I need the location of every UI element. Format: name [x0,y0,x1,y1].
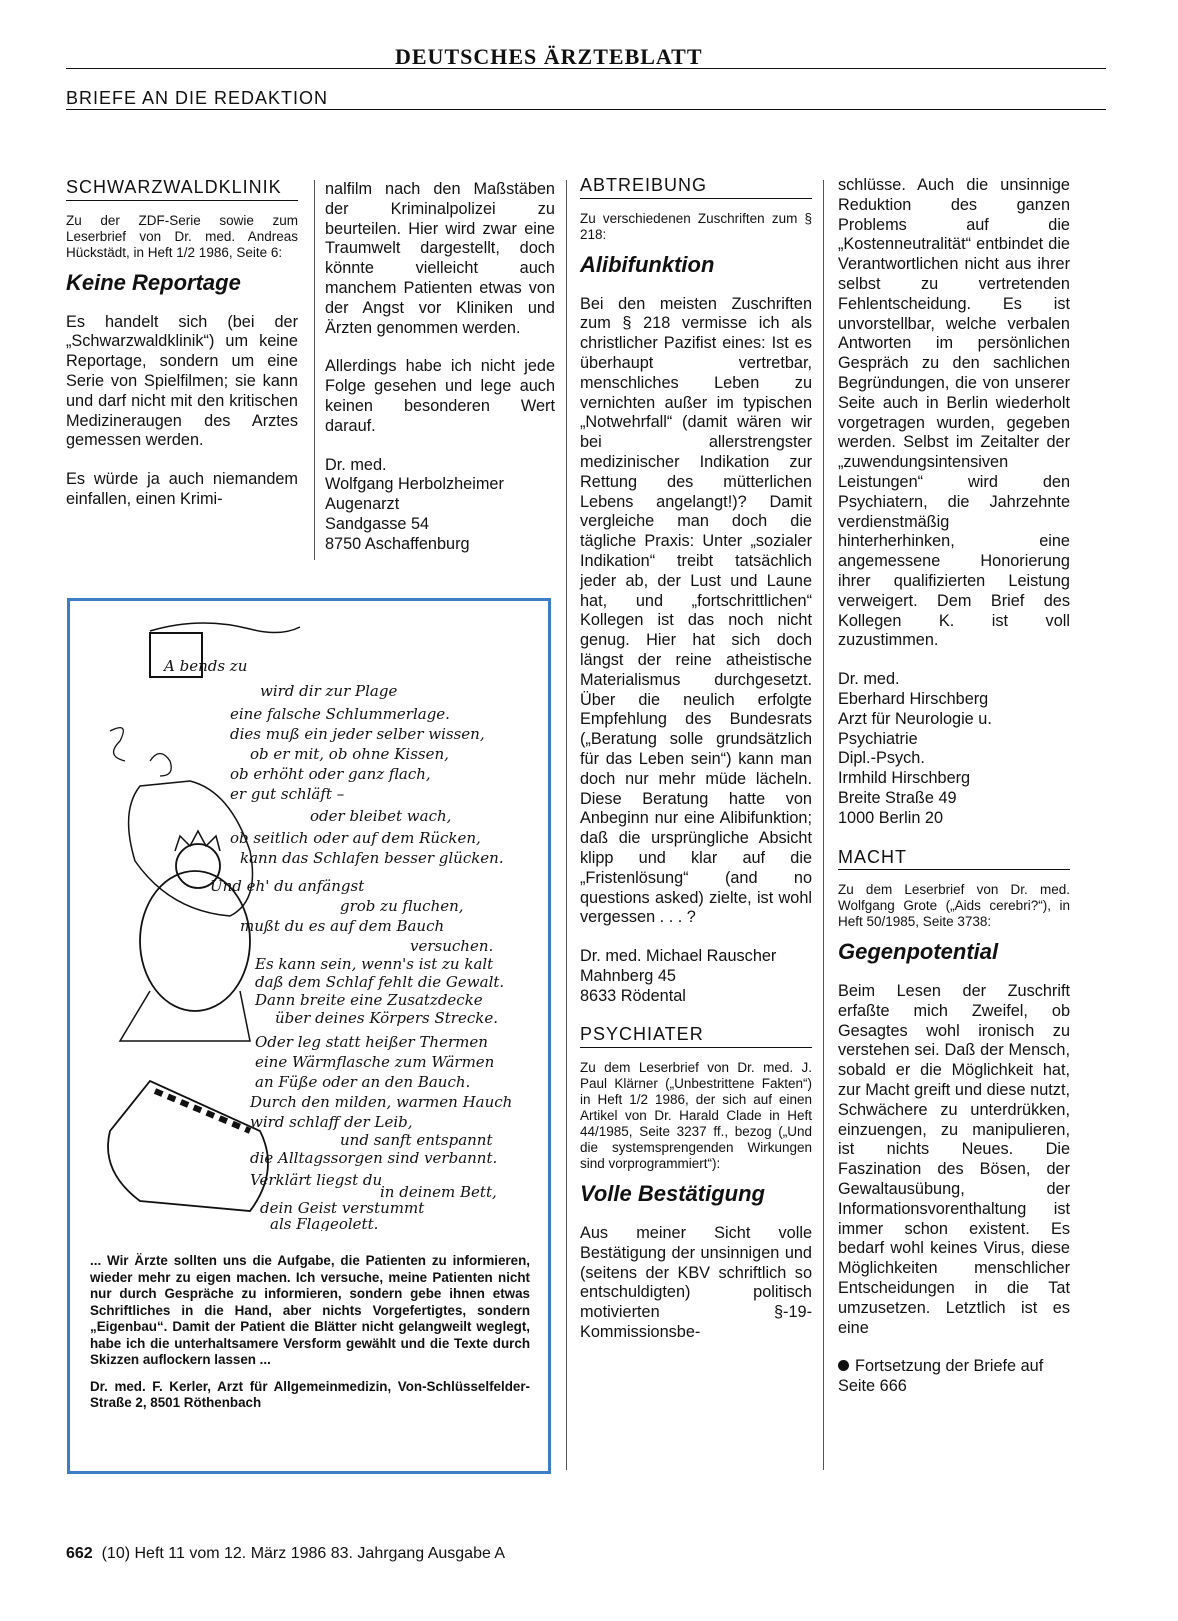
paragraph: Aus meiner Sicht volle Bestätigung der unsinnigen und (seitens der KBV schriftlich so entschuldigten) politisch motivierten §-19-Kommissionsbe- [580,1224,812,1342]
signature: Dr. med. Eberhard Hirschberg Arzt für Neurologie u. Psychiatrie Dipl.-Psych. Irmhild Hirschberg Breite Straße 49 1000 Berlin 20 [838,670,992,827]
bullet-icon [838,1360,849,1371]
article-headline: Gegenpotential [838,939,999,965]
column-3 [580,176,812,1343]
poem-line: Durch den milden, warmen Hauch [250,1093,513,1111]
poem-line: eine Wärmflasche zum Wärmen [255,1053,495,1071]
poem-line: über deines Körpers Strecke. [275,1009,498,1027]
rubric-abtreibung: ABTREIBUNG [580,176,812,199]
article-headline: Keine Reportage [66,269,241,295]
poem-line: eine falsche Schlummerlage. [230,705,450,723]
poem-line: wird dir zur Plage [260,682,398,700]
poem-line: an Füße oder an den Bauch. [255,1073,471,1091]
poem-line: in deinem Bett, [380,1183,497,1201]
poem-line: dies muß ein jeder selber wissen, [230,725,485,743]
poem-line: grob zu fluchen, [340,897,464,915]
poem-line: ob er mit, ob ohne Kissen, [250,745,449,763]
poem-line: dein Geist verstummt [260,1199,425,1217]
column-1 [66,178,298,510]
column-4 [838,176,1070,1397]
poem-line: er gut schläft – [230,785,345,803]
caption-text: ... Wir Ärzte sollten uns die Aufgabe, die Patienten zu informieren, wieder mehr zu eigen machen. Ich versuche, meine Patienten nicht nur durch Gespräche zu informieren, sondern gebe ihnen etwas Schriftliches in die Hand, aber nichts Vorgefertigtes, sondern „Eigenbau“. Damit der Patient die Blätter nicht gelangweilt weglegt, habe ich die unterhaltsamere Versform gewählt und die Texte durch Skizzen auflockern lassen ... [90,1253,530,1367]
paragraph: Es würde ja auch niemandem einfallen, einen Krimi- [66,470,298,508]
rubric-psychiater: PSYCHIATER [580,1025,812,1048]
issue-info: (10) Heft 11 vom 12. März 1986 83. Jahrgang Ausgabe A [101,1545,506,1562]
reference-text: Zu dem Leserbrief von Dr. med. J. Paul Klärner („Unbestrittene Fakten“) in Heft 1/2 1986, der sich auf einen Artikel von Dr. Harald Clade in Heft 44/1985, Seite 3237 ff., bezog („Und die systemsprengenden Wirkungen sind vorprogrammiert“): [580,1060,812,1172]
poem-line: ob erhöht oder ganz flach, [230,765,431,783]
column-2 [325,180,555,555]
continuation-note: Fortsetzung der Briefe auf Seite 666 [838,1357,1044,1396]
rubric-macht: MACHT [838,848,1070,871]
poem-line: Es kann sein, wenn's ist zu kalt [255,955,494,973]
paragraph: schlüsse. Auch die unsinnige Reduktion des ganzen Problems auf die „Kostenneutralität“ entbindet die Verantwortlichen nicht aus ihrer selbst zu vertretenden Fehlentscheidung. Es ist unvorstellbar, welche verbalen Antworten im persönlichen Gespräch zu den sachlichen Begründungen, die von unserer Seite auch in Berlin wiederholt vorgetragen wurden, gegeben werden. Selbst im Zeitalter der „zuwendungsintensiven Leistungen“ wird den Psychiatern, die Jahrzehnte verdienstmäßig hinterherhinken, eine angemessene Honorierung ihrer qualifizierten Leistung verweigert. Dem Brief des Kollegen K. ist voll zuzustimmen. [838,176,1070,650]
article-headline: Volle Bestätigung [580,1181,765,1207]
paragraph: nalfilm nach den Maßstäben der Kriminalpolizei zu beurteilen. Hier wird zwar eine Traumwelt dargestellt, doch könnte vielleicht auch manchem Patienten etwas von der Angst vor Kliniken und Ärzten genommen werden. [325,180,555,337]
paragraph: Beim Lesen der Zuschrift erfaßte mich Zweifel, ob Gesagtes wohl ironisch zu verstehen sei. Daß der Mensch, sobald er die Möglichkeit hat, zur Macht greift und diese nutzt, Schwächere zu unterdrükken, einzuengen, zu manipulieren, ist nichts Neues. Die Faszination des Bösen, der Gewaltausübung, der Informationsvorenthaltung ist immer schon existent. Es bedarf wohl keines Virus, diese Möglichkeiten menschlicher Entscheidungen in die Tat umzusetzen. Letztlich ist es eine [838,982,1070,1337]
paragraph: Allerdings habe ich nicht jede Folge gesehen und lege auch keinen besonderen Wert darauf. [325,357,555,435]
poem-line: versuchen. [410,937,494,955]
poem-line: als Flageolett. [270,1215,379,1231]
signature: Dr. med. Wolfgang Herbolzheimer Augenarzt Sandgasse 54 8750 Aschaffenburg [325,455,504,553]
section-rule [66,109,1106,110]
poem-line: wird schlaff der Leib, [250,1113,413,1131]
page-number: 662 [66,1545,93,1562]
illustration-caption [90,1253,530,1422]
column-divider [314,180,315,560]
cartoon-illustration [80,611,538,1231]
column-divider [823,180,824,1470]
poem-line: und sanft entspannt [340,1131,493,1149]
signature: Dr. med. Michael Rauscher Mahnberg 45 8633 Rödental [580,947,777,1005]
column-divider [566,180,567,1470]
poem-line: die Alltagssorgen sind verbannt. [250,1149,498,1167]
poem-line: A bends zu [164,657,248,675]
section-label: BRIEFE AN DIE REDAKTION [66,88,329,108]
poem-line: Und eh' du anfängst [210,877,365,895]
poem-line: ob seitlich oder auf dem Rücken, [230,829,481,847]
caption-author: Dr. med. F. Kerler, Arzt für Allgemeinmedizin, Von-Schlüsselfelder-Straße 2, 8501 Röthenbach [90,1378,530,1410]
reference-text: Zu dem Leserbrief von Dr. med. Wolfgang Grote („Aids cerebri?“), in Heft 50/1985, Seite 3738: [838,882,1070,930]
masthead: DEUTSCHES ÄRZTEBLATT [395,44,703,69]
poem-line: Dann breite eine Zusatzdecke [255,991,483,1009]
article-headline: Alibifunktion [580,251,715,277]
poem-line: daß dem Schlaf fehlt die Gewalt. [255,973,505,991]
illustration-box [67,598,551,1474]
reference-text: Zu der ZDF-Serie sowie zum Leserbrief von Dr. med. Andreas Hückstädt, in Heft 1/2 1986, Seite 6: [66,212,298,260]
reference-text: Zu verschiedenen Zuschriften zum § 218: [580,210,812,242]
masthead-rule [66,68,1106,69]
poem-line: kann das Schlafen besser glücken. [240,849,504,867]
poem-line: Verklärt liegst du [250,1171,383,1189]
rubric-schwarzwaldklinik: SCHWARZWALDKLINIK [66,178,298,201]
page-footer [66,1545,505,1563]
paragraph: Bei den meisten Zuschriften zum § 218 vermisse ich als christlicher Pazifist eines: Ist es überhaupt vertretbar, menschliches Leben zu vernichten außer im typischen „Notwehrfall“ (damit wären wir bei allerstrengster medizinischer Indikation zur Rettung des mütterlichen Lebens angelangt!)? Damit vergleiche man doch die tägliche Praxis: Unter „sozialer Indikation“ treibt tatsächlich jeder ab, der Lust und Laune hat, und „fortschrittlichen“ Kollegen ist das noch nicht genug. Hier hat sich doch längst der reine atheistische Materialismus durchgesetzt. Über die neulich erfolgte Empfehlung des Bundesrats („Beratung solle grundsätzlich für das Leben sein“) kann man doch nur mehr müde lächeln. Diese Beratung hatte von Anbeginn nur eine Alibifunktion; daß die ursprüngliche Absicht klipp und klar auf die „Fristenlösung“ (and no questions asked) zielte, ist wohl vergessen . . . ? [580,294,812,927]
poem-line: oder bleibet wach, [310,807,452,825]
poem-line: mußt du es auf dem Bauch [240,917,445,935]
poem-line: Oder leg statt heißer Thermen [255,1033,488,1051]
paragraph: Es handelt sich (bei der „Schwarzwaldklinik“) um keine Reportage, sondern um eine Serie von Spielfilmen; sie kann und darf nicht mit den kritischen Medizineraugen des Arztes gemessen werden. [66,312,298,450]
